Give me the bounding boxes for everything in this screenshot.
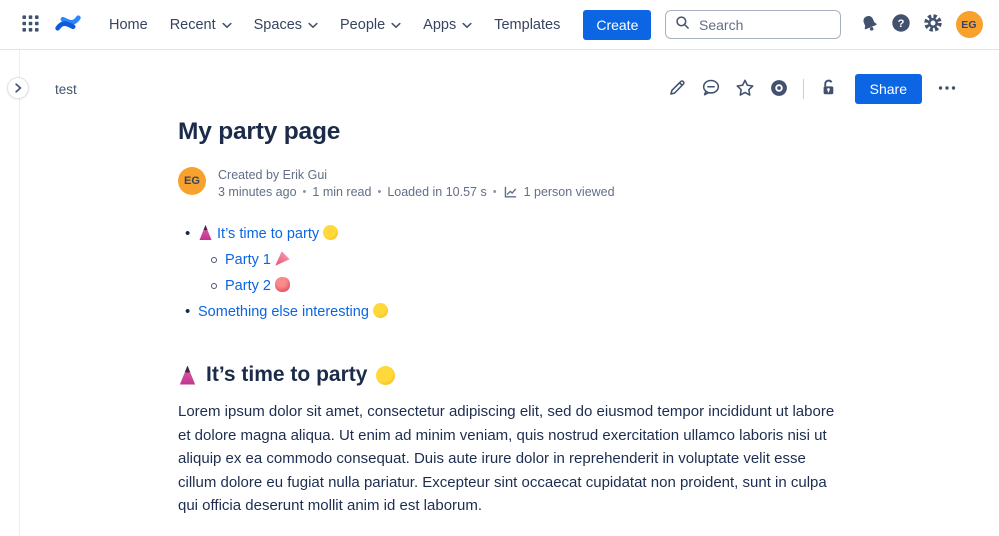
partying-face-emoji <box>323 225 338 240</box>
page-header-row <box>20 50 999 104</box>
byline-text <box>218 167 615 200</box>
list-item <box>178 250 836 270</box>
app-switcher-icon <box>21 14 40 36</box>
profile-button[interactable] <box>953 9 985 41</box>
more-button[interactable] <box>932 74 962 104</box>
chevron-down-icon <box>222 17 232 33</box>
birthday-cake-emoji <box>275 277 290 292</box>
nav-item-spaces[interactable] <box>243 10 329 40</box>
toc-link-label: Party 2 <box>225 278 271 294</box>
toc-link-its-time-to-party[interactable] <box>198 224 338 244</box>
top-navigation-bar <box>0 0 999 50</box>
page-content <box>178 118 836 518</box>
star-icon <box>734 77 756 102</box>
toc-link-label: Something else interesting <box>198 304 369 320</box>
byline-meta <box>218 184 615 200</box>
byline <box>178 167 836 200</box>
toc-link-party-1[interactable] <box>225 250 290 270</box>
author-avatar[interactable]: EG <box>178 167 206 195</box>
bullet-circle <box>211 257 217 263</box>
comment-icon <box>700 77 722 102</box>
section-heading-text: It’s time to party <box>206 363 368 386</box>
meta-separator: • <box>492 186 497 198</box>
settings-button[interactable] <box>917 9 949 41</box>
confluence-logo <box>55 10 81 39</box>
page-actions <box>662 74 962 104</box>
confluence-home-button[interactable] <box>52 9 84 41</box>
notifications-button[interactable] <box>853 9 885 41</box>
toc-link-label: It’s time to party <box>217 226 320 242</box>
nav-item-label: People <box>340 16 386 33</box>
toc-link-label: Party 1 <box>225 252 271 268</box>
more-icon <box>937 78 957 101</box>
thinking-face-emoji <box>373 303 388 318</box>
nav-item-templates[interactable] <box>483 10 571 40</box>
edit-icon <box>666 77 688 102</box>
meta-separator: • <box>377 186 382 198</box>
sidebar-rail <box>0 50 20 536</box>
search-input[interactable] <box>697 16 831 34</box>
page-title: My party page <box>178 118 341 145</box>
nav-item-label: Apps <box>423 16 457 33</box>
unlock-button[interactable] <box>813 74 843 104</box>
body-paragraph: Lorem ipsum dolor sit amet, consectetur adipiscing elit, sed do eiusmod tempor incididunt ut labore et dolore magna aliqua. Ut enim ad minim veniam, quis nostrud exercitation ullamco laboris nisi ut aliquip ex ea commodo consequat. Duis aute irure dolor in reprehenderit in voluptate velit esse cillum dolore eu fugiat nulla pariatur. Excepteur sint occaecat cupidatat non proident, sunt in culpa qui officia deserunt mollit anim id est laborum. <box>178 403 835 514</box>
nav-item-home[interactable] <box>98 10 159 40</box>
nav-item-people[interactable] <box>329 10 412 40</box>
nav-item-label: Templates <box>494 16 561 33</box>
bullet-disc: • <box>185 303 191 320</box>
read-time: 1 min read <box>312 185 372 199</box>
list-item <box>178 276 836 296</box>
meta-separator: • <box>302 186 307 198</box>
sidebar-expand-button[interactable] <box>7 77 29 99</box>
star-button[interactable] <box>730 74 760 104</box>
help-button[interactable] <box>885 9 917 41</box>
bullet-circle <box>211 283 217 289</box>
nav-item-recent[interactable] <box>159 10 243 40</box>
chevron-right-icon <box>14 81 23 96</box>
toc-link-party-2[interactable] <box>225 276 290 296</box>
created-by: Created by Erik Gui <box>218 168 328 182</box>
divider <box>803 79 804 99</box>
toc-link-something-else[interactable] <box>198 302 388 322</box>
edit-button[interactable] <box>662 74 692 104</box>
people-viewed[interactable]: 1 person viewed <box>523 185 615 199</box>
nav-item-apps[interactable] <box>412 10 483 40</box>
chevron-down-icon <box>391 17 401 33</box>
breadcrumb[interactable]: test <box>55 81 77 97</box>
chevron-down-icon <box>462 17 472 33</box>
help-icon <box>890 12 912 37</box>
create-button[interactable]: Create <box>583 10 651 40</box>
comment-button[interactable] <box>696 74 726 104</box>
notifications-icon <box>859 13 880 37</box>
partying-face-emoji <box>376 366 395 385</box>
chart-line-icon <box>503 185 518 200</box>
party-popper-emoji <box>275 251 290 266</box>
app-switcher-button[interactable] <box>14 9 46 41</box>
search-icon <box>675 15 690 35</box>
nav-item-label: Spaces <box>253 16 303 33</box>
list-item <box>178 224 836 244</box>
watch-button[interactable] <box>764 74 794 104</box>
settings-icon <box>922 12 944 37</box>
dancer-emoji <box>178 366 197 385</box>
load-time: Loaded in 10.57 s <box>387 185 487 199</box>
watch-icon <box>768 77 790 102</box>
share-button[interactable]: Share <box>855 74 922 104</box>
unlock-icon <box>817 77 839 102</box>
table-of-contents <box>178 224 836 322</box>
search-box[interactable] <box>665 10 841 39</box>
svg-text:?: ? <box>897 17 905 30</box>
bullet-disc: • <box>185 225 191 242</box>
chevron-down-icon <box>308 17 318 33</box>
nav-item-label: Recent <box>169 16 216 33</box>
last-updated: 3 minutes ago <box>218 185 297 199</box>
list-item <box>178 302 836 322</box>
nav-item-label: Home <box>109 16 148 33</box>
avatar: EG <box>956 11 983 38</box>
section-heading <box>178 363 836 387</box>
dancer-emoji <box>198 225 213 240</box>
